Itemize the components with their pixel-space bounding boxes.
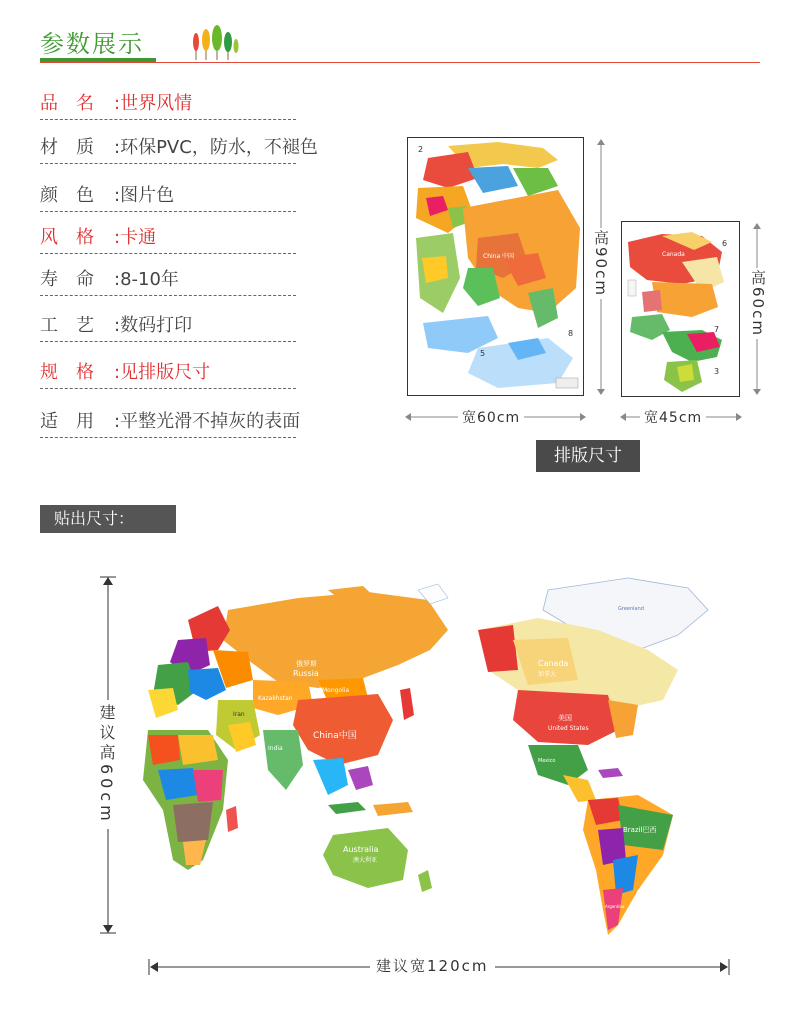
spec-label: 规 格 [40,362,94,383]
map-label-usa: United States [548,725,589,732]
leaves-icon [190,22,240,62]
spec-value: 环保PVC，防水，不褪色 [120,137,318,158]
spec-separator: : [114,137,121,158]
sheet1-number-2: 2 [418,145,424,154]
spec-separator: : [114,227,121,248]
map-label-kazakhstan: Kazakhstan [258,695,293,702]
map-label-greenland: Greenland [618,606,644,612]
spec-row [40,182,296,212]
spec-row [40,312,296,342]
sheet2-width-label: 宽45cm [640,407,706,427]
sheet2-number-7: 7 [714,325,720,334]
map-label-india: India [268,745,283,752]
spec-label: 品 名 [40,93,94,114]
map-label-australia: Australia [343,845,379,854]
spec-separator: : [114,269,121,290]
paste-size-label: 贴出尺寸： [40,505,176,533]
spec-row [40,266,296,296]
sheet2-height-label: 高60cm [749,270,767,337]
paste-width-label: 建议宽120cm [370,955,495,976]
spec-row [40,134,318,164]
map-label-usa-cn: 美国 [558,714,572,722]
spec-value: 图片色 [120,185,175,206]
sheet1-map [408,138,584,396]
sheet2-canada-label: Canada [662,251,685,258]
map-label-iran: Iran [233,711,245,718]
map-label-russia: Russia [293,669,319,678]
sheet1-number-8: 8 [568,329,574,338]
spec-value: 平整光滑不掉灰的表面 [120,411,301,432]
header-divider [40,62,760,63]
sheet-preview-2 [621,221,740,397]
spec-separator: : [114,315,121,336]
map-label-australia-cn: 澳大利亚 [353,857,378,864]
world-map [118,570,738,940]
sheet2-number-3: 3 [714,367,720,376]
sheet1-width-label: 宽60cm [458,407,524,427]
map-label-russia-cn: 俄罗斯 [296,660,317,668]
sheet2-map [622,222,740,397]
spec-row [40,90,296,120]
paste-height-label: 建议高60cm [98,700,118,829]
map-label-canada-cn: 加拿大 [538,671,557,678]
map-label-mexico: Mexico [538,758,556,764]
map-label-argentina: Argentina [605,904,625,909]
spec-separator: : [114,93,121,114]
layout-size-button: 排版尺寸 [536,440,640,472]
spec-value: 卡通 [120,227,157,248]
spec-separator: : [114,411,121,432]
map-label-canada: Canada [538,659,569,668]
sheet1-number-5: 5 [480,349,486,358]
sheet2-number-6: 6 [722,239,728,248]
map-label-mongolia: Mongolia [322,687,350,694]
spec-label: 材 质 [40,137,94,158]
spec-label: 适 用 [40,411,94,432]
spec-row [40,408,301,438]
spec-label: 风 格 [40,227,94,248]
spec-separator: : [114,185,121,206]
spec-label: 颜 色 [40,185,94,206]
spec-value: 见排版尺寸 [120,362,211,383]
map-label-brazil: Brazil巴西 [623,826,657,834]
spec-label: 工 艺 [40,315,94,336]
sheet1-china-label: China 中国 [483,253,515,260]
spec-value: 8-10年 [120,269,179,290]
spec-label: 寿 命 [40,269,94,290]
spec-value: 数码打印 [120,315,193,336]
sheet1-height-label: 高90cm [592,230,610,297]
spec-row [40,224,296,254]
spec-value: 世界风情 [120,93,193,114]
map-label-china: China中国 [313,731,357,741]
spec-separator: : [114,362,121,383]
section-title: 参数展示 [40,30,144,58]
sheet-preview-1 [407,137,584,396]
spec-row [40,359,296,389]
